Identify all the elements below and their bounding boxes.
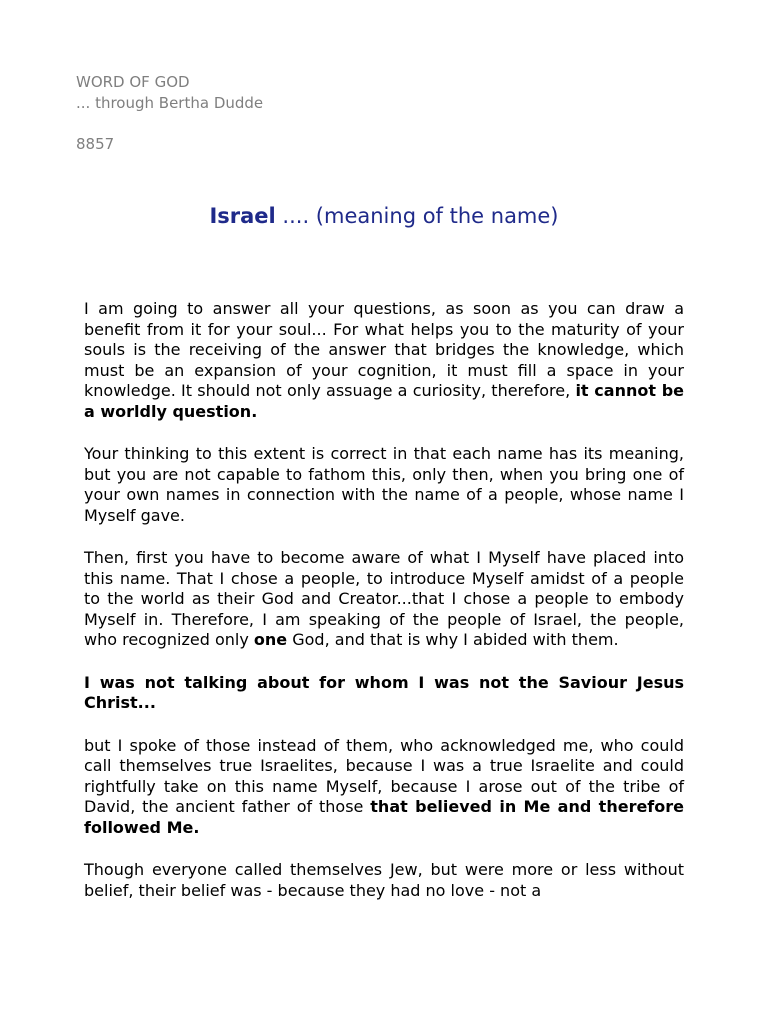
page-title bbox=[0, 202, 768, 230]
header-word-of-god: WORD OF GOD bbox=[76, 73, 190, 91]
document-header bbox=[76, 72, 263, 114]
paragraph-5-bold: that believed in Me and therefore followed Me. bbox=[84, 797, 685, 837]
paragraph-3-bold: one bbox=[253, 630, 288, 649]
title-subtitle: .... (meaning of the name) bbox=[275, 204, 559, 228]
document-number: 8857 bbox=[76, 135, 115, 153]
paragraph-5-text: but I spoke of those instead of them, who acknowledged me, who could call themselves true Israelites, because I was a true Israelite and could rightfully take on this name Myself, because I arose out of the tribe of David, the ancient father of those bbox=[84, 735, 684, 816]
paragraph-4 bbox=[84, 673, 684, 714]
paragraph-1-text: I am going to answer all your questions, as soon as you can draw a benefit from it for your soul... For what helps you to the maturity of your souls is the receiving of the answer that bridges the knowledge, which must be an expansion of your cognition, it must fill a space in your knowledge. It should not only assuage a curiosity, therefore, bbox=[84, 299, 684, 400]
paragraph-6 bbox=[84, 860, 684, 901]
header-author: ... through Bertha Dudde bbox=[76, 94, 264, 112]
paragraph-2 bbox=[84, 444, 684, 526]
paragraph-3 bbox=[84, 548, 684, 651]
paragraph-3-text-a: Then, first you have to become aware of what I Myself have placed into this name. That I chose a people, to introduce Myself amidst of a people to the world as their God and Creator...that I chose a people to embody Myself in. Therefore, I am speaking of the people of Israel, the people, who recognized only bbox=[84, 548, 684, 649]
paragraph-5 bbox=[84, 736, 684, 839]
title-israel: Israel bbox=[209, 204, 276, 228]
paragraph-2-text: Your thinking to this extent is correct in that each name has its meaning, but you are not capable to fathom this, only then, when you bring one of your own names in connection with the name of a people, whose name I Myself gave. bbox=[84, 444, 684, 525]
paragraph-1 bbox=[84, 299, 684, 422]
paragraph-3-text-b: God, and that is why I abided with them. bbox=[287, 630, 619, 649]
paragraph-6-text: Though everyone called themselves Jew, but were more or less without belief, their belief was - because they had no love - not a bbox=[84, 860, 684, 900]
document-body bbox=[84, 299, 684, 923]
paragraph-1-bold: it cannot be a worldly question. bbox=[84, 381, 685, 421]
paragraph-4-bold: I was not talking about for whom I was not the Saviour Jesus Christ... bbox=[84, 672, 684, 712]
